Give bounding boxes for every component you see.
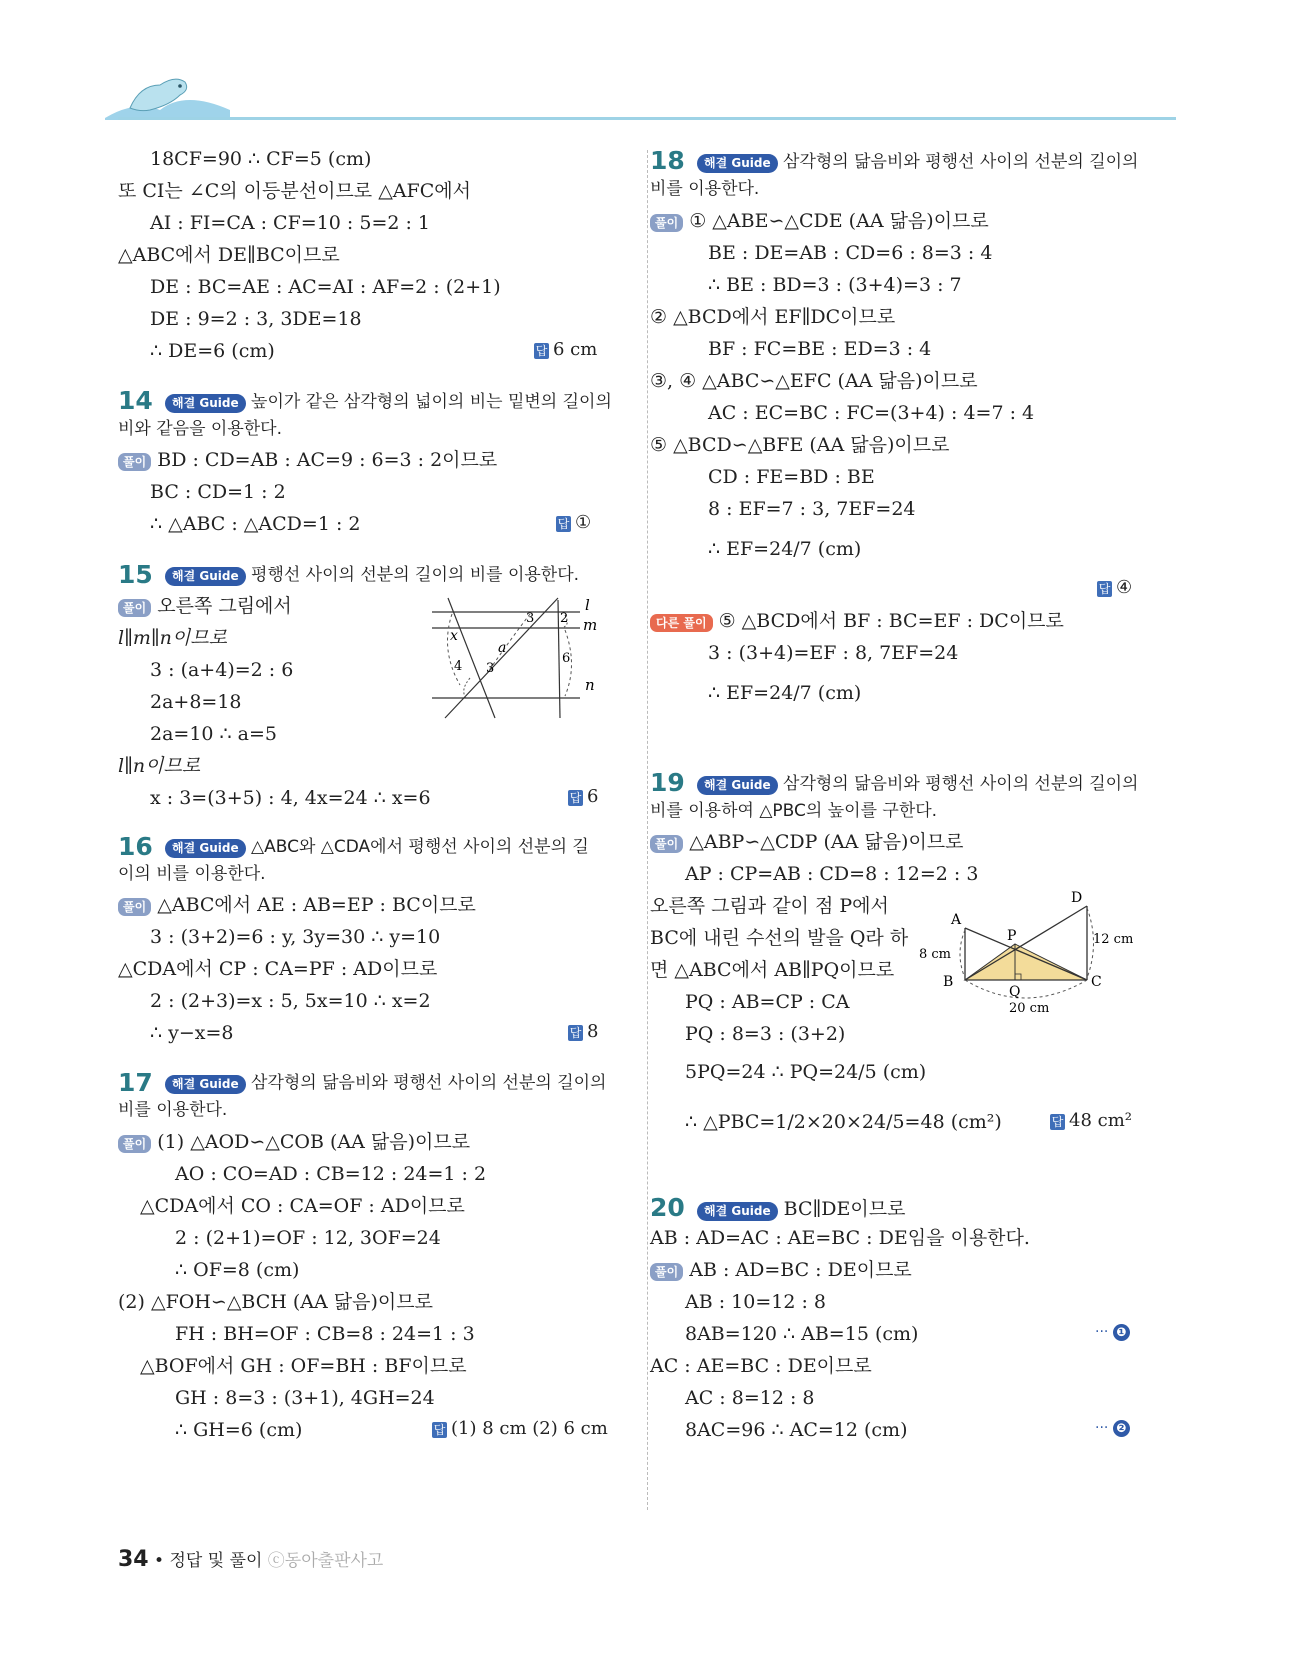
point-D: D	[1071, 890, 1083, 906]
guide-badge: 해결 Guide	[697, 154, 778, 173]
label-a: a	[498, 640, 507, 656]
q17-line-9: GH : 8=3 : (3+1), 4GH=24	[175, 1387, 435, 1409]
q14-line-1-text: BD : CD=AB : AC=9 : 6=3 : 2이므로	[157, 449, 498, 471]
label-12cm: 12 cm	[1093, 932, 1134, 947]
q18-answer	[1097, 577, 1132, 598]
q20-line-3: 8AB=120 ∴ AB=15 (cm)	[685, 1323, 919, 1345]
q17-line-6: (2) △FOH∽△BCH (AA 닮음)이므로	[118, 1291, 433, 1313]
guide-badge: 해결 Guide	[165, 1075, 246, 1094]
q17-line-3: △CDA에서 CO : CA=OF : AD이므로	[140, 1195, 465, 1217]
q16-number: 16	[118, 832, 153, 861]
q19-line-7: PQ : 8=3 : (3+2)	[685, 1023, 846, 1045]
q17-line-2: AO : CO=AD : CB=12 : 24=1 : 2	[175, 1163, 487, 1185]
q20-line-1-text: AB : AD=BC : DE이므로	[689, 1259, 912, 1281]
label-6: 6	[562, 651, 571, 666]
q18-alt-line-1-text: ⑤ △BCD에서 BF : BC=EF : DC이므로	[718, 610, 1064, 632]
q18-line-7: AC : EC=BC : FC=(3+4) : 4=7 : 4	[708, 402, 1035, 424]
q15-line-5: 2a=10 ∴ a=5	[150, 723, 278, 745]
q15-line-7: x : 3=(3+5) : 4, 4x=24 ∴ x=6	[150, 787, 431, 809]
top-line-3: AI : FI=CA : CF=10 : 5=2 : 1	[150, 212, 431, 234]
q18-line-1	[650, 209, 989, 233]
label-8cm: 8 cm	[919, 947, 952, 962]
q15-answer	[568, 786, 598, 807]
q15-line-6: l∥n이므로	[118, 755, 201, 777]
q17-line-1-text: (1) △AOD∽△COB (AA 닮음)이므로	[157, 1131, 471, 1153]
q18-line-3: ∴ BE : BD=3 : (3+4)=3 : 7	[708, 274, 962, 296]
q17-line-4: 2 : (2+1)=OF : 12, 3OF=24	[175, 1227, 441, 1249]
pul-badge: 풀이	[118, 453, 151, 471]
pul-badge: 풀이	[118, 599, 151, 617]
q15-line-4: 2a+8=18	[150, 691, 242, 713]
q18-line-11: ∴ EF=24/7 (cm)	[708, 538, 862, 560]
q15-line-3: 3 : (a+4)=2 : 6	[150, 659, 294, 681]
point-P: P	[1007, 928, 1017, 944]
top-line-7: ∴ DE=6 (cm)	[150, 340, 275, 362]
q15-answer-text: 6	[587, 786, 599, 807]
answer-icon: 답	[1098, 582, 1111, 596]
q20-number: 20	[650, 1193, 685, 1222]
answer-icon: 답	[569, 1026, 582, 1040]
q18-line-8: ⑤ △BCD∽△BFE (AA 닮음)이므로	[650, 434, 950, 456]
top-line-2: 또 CI는 ∠C의 이등분선이므로 △AFC에서	[118, 180, 471, 202]
header-rule	[118, 117, 1176, 120]
q19-line-9: ∴ △PBC=1/2×20×24/5=48 (cm²)	[685, 1111, 1002, 1133]
q16-guide-text: △ABC와 △CDA에서 평행선 사이의 선분의 길	[251, 837, 589, 857]
label-m: m	[583, 616, 598, 634]
q18-line-1-text: ① △ABE∽△CDE (AA 닮음)이므로	[689, 210, 989, 232]
guide-badge: 해결 Guide	[165, 567, 246, 586]
q16-line-5: ∴ y−x=8	[150, 1022, 234, 1044]
q19-answer-text: 48 cm²	[1069, 1110, 1132, 1131]
guide-badge: 해결 Guide	[165, 394, 246, 413]
top-line-5: DE : BC=AE : AC=AI : AF=2 : (2+1)	[150, 276, 501, 298]
q16-guide-2: 이의 비를 이용한다.	[118, 864, 266, 884]
label-l: l	[585, 596, 590, 614]
page-number: 34	[118, 1547, 149, 1572]
pul-badge: 풀이	[118, 898, 151, 916]
q17-guide-text: 삼각형의 닮음비와 평행선 사이의 선분의 길이의	[251, 1073, 607, 1093]
q18-line-2: BE : DE=AB : CD=6 : 8=3 : 4	[708, 242, 993, 264]
q20-line-5: AC : 8=12 : 8	[685, 1387, 815, 1409]
q18-line-6: ③, ④ △ABC∽△EFC (AA 닮음)이므로	[650, 370, 978, 392]
header-decoration	[100, 60, 240, 122]
q20-guide	[697, 1197, 905, 1221]
column-divider	[647, 150, 648, 1510]
seal-eye	[178, 84, 182, 88]
pul-badge: 풀이	[118, 1135, 151, 1153]
pul-badge: 풀이	[650, 835, 683, 853]
q19-guide	[697, 772, 1138, 796]
q19-line-1-text: △ABP∽△CDP (AA 닮음)이므로	[689, 831, 964, 853]
q16-line-1-text: △ABC에서 AE : AB=EP : BC이므로	[157, 894, 476, 916]
q20-line-2: AB : 10=12 : 8	[685, 1291, 827, 1313]
q16-guide	[165, 835, 589, 859]
q18-line-9: CD : FE=BD : BE	[708, 466, 875, 488]
q20-line-1	[650, 1258, 912, 1282]
step-2-icon: ❷	[1113, 1420, 1130, 1437]
q17-number: 17	[118, 1068, 153, 1097]
point-B: B	[943, 974, 954, 990]
q18-guide	[697, 150, 1138, 174]
q19-number: 19	[650, 768, 685, 797]
q19-answer	[1050, 1110, 1132, 1131]
q17-answer	[432, 1418, 608, 1439]
q14-answer	[556, 512, 591, 533]
q14-guide	[165, 390, 612, 414]
q19-guide-text: 삼각형의 닮음비와 평행선 사이의 선분의 길이의	[783, 774, 1139, 794]
q20-guide-2: AB : AD=AC : AE=BC : DE임을 이용한다.	[650, 1227, 1030, 1249]
q18-answer-text: ④	[1116, 577, 1133, 598]
point-Q: Q	[1009, 984, 1021, 1000]
guide-badge: 해결 Guide	[165, 839, 246, 858]
watermark: ⓒ동아출판사고	[267, 1551, 384, 1571]
answer-icon: 답	[535, 344, 548, 358]
q15-line-1	[118, 594, 292, 618]
q19-line-6: PQ : AB=CP : CA	[685, 991, 850, 1013]
q17-line-5: ∴ OF=8 (cm)	[175, 1259, 300, 1281]
q16-line-3: △CDA에서 CP : CA=PF : AD이므로	[118, 958, 438, 980]
step-1-icon: ❶	[1113, 1324, 1130, 1341]
q17-answer-text: (1) 8 cm (2) 6 cm	[451, 1418, 608, 1439]
q15-guide	[165, 563, 579, 587]
q19-guide-2: 비를 이용하여 △PBC의 높이를 구한다.	[650, 801, 938, 821]
q18-line-5: BF : FC=BE : ED=3 : 4	[708, 338, 932, 360]
q14-answer-text: ①	[575, 512, 592, 533]
q17-line-1	[118, 1130, 470, 1154]
label-x: x	[450, 628, 458, 644]
point-C: C	[1091, 974, 1102, 990]
q15-guide-text: 평행선 사이의 선분의 길이의 비를 이용한다.	[251, 565, 580, 585]
step-marker-1: ··· ❶	[1095, 1324, 1130, 1341]
q19-line-5: 면 △ABC에서 AB∥PQ이므로	[650, 959, 895, 981]
q19-line-8: 5PQ=24 ∴ PQ=24/5 (cm)	[685, 1061, 927, 1083]
pul-badge: 풀이	[650, 214, 683, 232]
page-footer	[118, 1546, 383, 1572]
q16-line-4: 2 : (2+3)=x : 5, 5x=10 ∴ x=2	[150, 990, 431, 1012]
q14-guide-2: 비와 같음을 이용한다.	[118, 419, 283, 439]
top-line-4: △ABC에서 DE∥BC이므로	[118, 244, 340, 266]
q17-line-8: △BOF에서 GH : OF=BH : BF이므로	[140, 1355, 467, 1377]
q17-line-10: ∴ GH=6 (cm)	[175, 1419, 303, 1441]
label-n: n	[585, 676, 595, 694]
q14-guide-text: 높이가 같은 삼각형의 넓이의 비는 밑변의 길이의	[251, 392, 612, 412]
q16-line-1	[118, 893, 476, 917]
guide-badge: 해결 Guide	[697, 1202, 778, 1221]
q20-guide-text: BC∥DE이므로	[783, 1198, 906, 1220]
step-marker-2: ··· ❷	[1095, 1420, 1130, 1437]
top-answer	[534, 339, 597, 360]
q17-guide	[165, 1071, 606, 1095]
q14-number: 14	[118, 386, 153, 415]
q18-alt-line-3: ∴ EF=24/7 (cm)	[708, 682, 862, 704]
alt-solution-badge: 다른 풀이	[650, 614, 713, 632]
q19-line-3: 오른쪽 그림과 같이 점 P에서	[650, 895, 889, 917]
label-3-top: 3	[526, 611, 535, 626]
top-answer-text: 6 cm	[553, 339, 598, 360]
q18-line-4: ② △BCD에서 EF∥DC이므로	[650, 306, 896, 328]
label-20cm: 20 cm	[1009, 1001, 1050, 1016]
q14-line-2: BC : CD=1 : 2	[150, 481, 286, 503]
guide-badge: 해결 Guide	[697, 776, 778, 795]
q18-alt-line-2: 3 : (3+4)=EF : 8, 7EF=24	[708, 642, 959, 664]
q14-line-3: ∴ △ABC : △ACD=1 : 2	[150, 513, 361, 535]
point-A: A	[951, 912, 962, 928]
q20-line-4: AC : AE=BC : DE이므로	[650, 1355, 872, 1377]
answer-icon: 답	[569, 791, 582, 805]
q20-line-6: 8AC=96 ∴ AC=12 (cm)	[685, 1419, 908, 1441]
q15-figure	[430, 590, 605, 730]
q16-answer	[568, 1021, 598, 1042]
q14-line-1	[118, 448, 497, 472]
answer-icon: 답	[1051, 1115, 1064, 1129]
q15-number: 15	[118, 560, 153, 589]
top-line-6: DE : 9=2 : 3, 3DE=18	[150, 308, 362, 330]
q18-number: 18	[650, 146, 685, 175]
q17-guide-2: 비를 이용한다.	[118, 1100, 228, 1120]
q15-line-1-text: 오른쪽 그림에서	[157, 595, 292, 617]
q16-line-2: 3 : (3+2)=6 : y, 3y=30 ∴ y=10	[150, 926, 441, 948]
answer-icon: 답	[557, 517, 570, 531]
q18-guide-text: 삼각형의 닮음비와 평행선 사이의 선분의 길이의	[783, 152, 1139, 172]
section-title: • 정답 및 풀이	[154, 1551, 263, 1571]
q15-line-2: l∥m∥n이므로	[118, 627, 227, 649]
label-2: 2	[560, 611, 569, 626]
q19-line-4: BC에 내린 수선의 발을 Q라 하	[650, 927, 909, 949]
q19-line-2: AP : CP=AB : CD=8 : 12=2 : 3	[685, 863, 979, 885]
label-4: 4	[454, 659, 463, 674]
q19-figure	[919, 888, 1135, 1018]
q17-line-7: FH : BH=OF : CB=8 : 24=1 : 3	[175, 1323, 475, 1345]
q18-alt-line-1	[650, 609, 1064, 633]
q19-line-1	[650, 830, 964, 854]
answer-icon: 답	[433, 1423, 446, 1437]
label-3-bottom: 3	[486, 661, 495, 676]
q18-line-10: 8 : EF=7 : 3, 7EF=24	[708, 498, 916, 520]
pul-badge: 풀이	[650, 1263, 683, 1281]
q16-answer-text: 8	[587, 1021, 599, 1042]
top-line-1: 18CF=90 ∴ CF=5 (cm)	[150, 148, 372, 170]
q18-guide-2: 비를 이용한다.	[650, 179, 760, 199]
